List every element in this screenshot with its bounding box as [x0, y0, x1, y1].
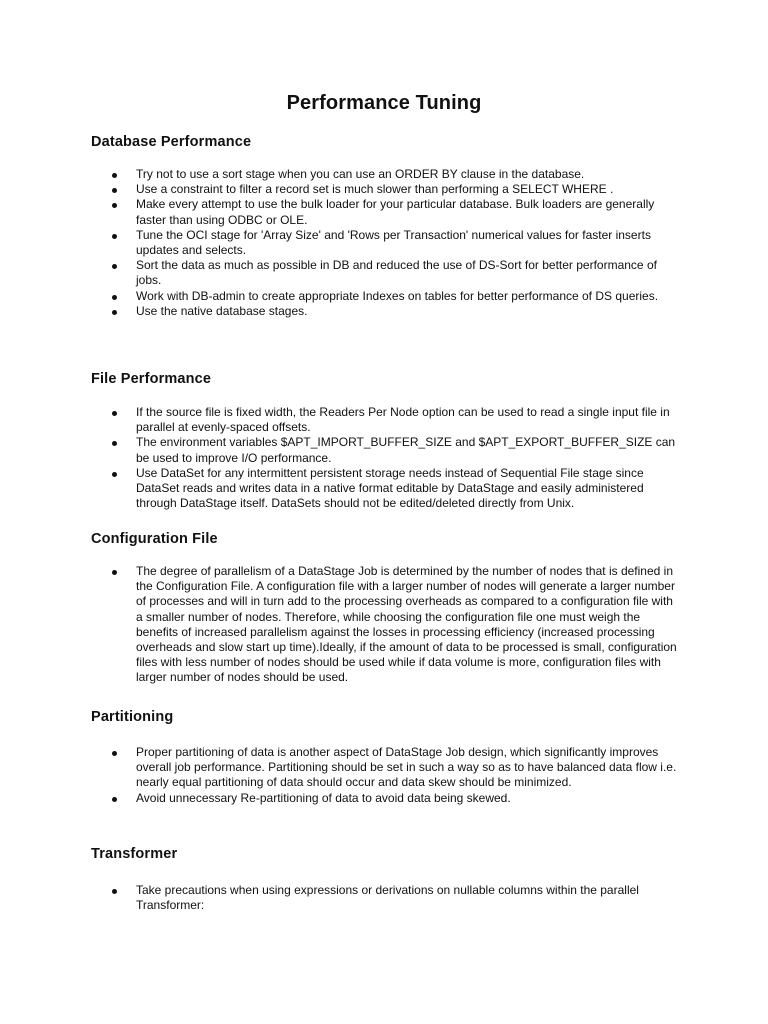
list-item: The degree of parallelism of a DataStage Job is determined by the number of nodes that is defined in the Configuration File. A configuration file with a larger number of nodes will generate a larger number of processes and will in turn add to the processing overheads as compared to a configuration file with a smaller number of nodes. Therefore, while choosing the configuration file one must weigh the benefits of increased parallelism against the losses in processing efficiency (increased processing overheads and slow start up time).Ideally, if the amount of data to be processed is small, configuration files with less number of nodes should be used while if data volume is more, configuration files with larger number of nodes should be used. — [0, 564, 681, 686]
list-item: Try not to use a sort stage when you can use an ORDER BY clause in the database. — [0, 167, 681, 182]
bullet-icon — [112, 751, 117, 756]
list-item: Use DataSet for any intermittent persistent storage needs instead of Sequential File stage since DataSet reads and writes data in a native format editable by DataStage and easily administered through DataStage itself. DataSets should not be edited/deleted directly from Unix. — [0, 466, 681, 512]
list-item: Use a constraint to filter a record set is much slower than performing a SELECT WHERE . — [0, 182, 681, 197]
section-heading-transformer: Transformer — [91, 846, 178, 862]
bullet-icon — [112, 310, 117, 315]
list-item: Proper partitioning of data is another aspect of DataStage Job design, which significantly improves overall job performance. Partitioning should be set in such a way so as to have balanced data flow i.e. nearly equal partitioning of data should occur and data skew should be minimized. — [0, 745, 681, 791]
bullet-icon — [112, 570, 117, 575]
bullet-icon — [112, 441, 117, 446]
configuration-file-list — [0, 564, 768, 686]
bullet-icon — [112, 234, 117, 239]
list-item: Make every attempt to use the bulk loader for your particular database. Bulk loaders are generally faster than using ODBC or OLE. — [0, 197, 681, 227]
bullet-icon — [112, 188, 117, 193]
list-item: Use the native database stages. — [0, 304, 681, 319]
partitioning-list — [0, 745, 768, 806]
list-item: Avoid unnecessary Re-partitioning of data to avoid data being skewed. — [0, 791, 681, 806]
bullet-icon — [112, 264, 117, 269]
bullet-icon — [112, 472, 117, 477]
bullet-icon — [112, 203, 117, 208]
section-heading-configuration-file: Configuration File — [91, 531, 218, 547]
transformer-list — [0, 883, 768, 913]
bullet-icon — [112, 295, 117, 300]
list-item: Sort the data as much as possible in DB and reduced the use of DS-Sort for better performance of jobs. — [0, 258, 681, 288]
list-item: Work with DB-admin to create appropriate Indexes on tables for better performance of DS queries. — [0, 289, 681, 304]
bullet-icon — [112, 797, 117, 802]
section-heading-partitioning: Partitioning — [91, 709, 174, 725]
bullet-icon — [112, 889, 117, 894]
file-performance-list — [0, 405, 768, 511]
list-item: If the source file is fixed width, the Readers Per Node option can be used to read a single input file in parallel at evenly-spaced offsets. — [0, 405, 681, 435]
page-title: Performance Tuning — [286, 92, 482, 114]
bullet-icon — [112, 411, 117, 416]
section-heading-file-performance: File Performance — [91, 371, 212, 387]
list-item: Take precautions when using expressions or derivations on nullable columns within the parallel Transformer: — [0, 883, 681, 913]
list-item: The environment variables $APT_IMPORT_BUFFER_SIZE and $APT_EXPORT_BUFFER_SIZE can be used to improve I/O performance. — [0, 435, 681, 465]
section-heading-database-performance: Database Performance — [91, 134, 252, 150]
bullet-icon — [112, 173, 117, 178]
list-item: Tune the OCI stage for 'Array Size' and 'Rows per Transaction' numerical values for faster inserts updates and selects. — [0, 228, 681, 258]
database-performance-list — [0, 167, 768, 319]
